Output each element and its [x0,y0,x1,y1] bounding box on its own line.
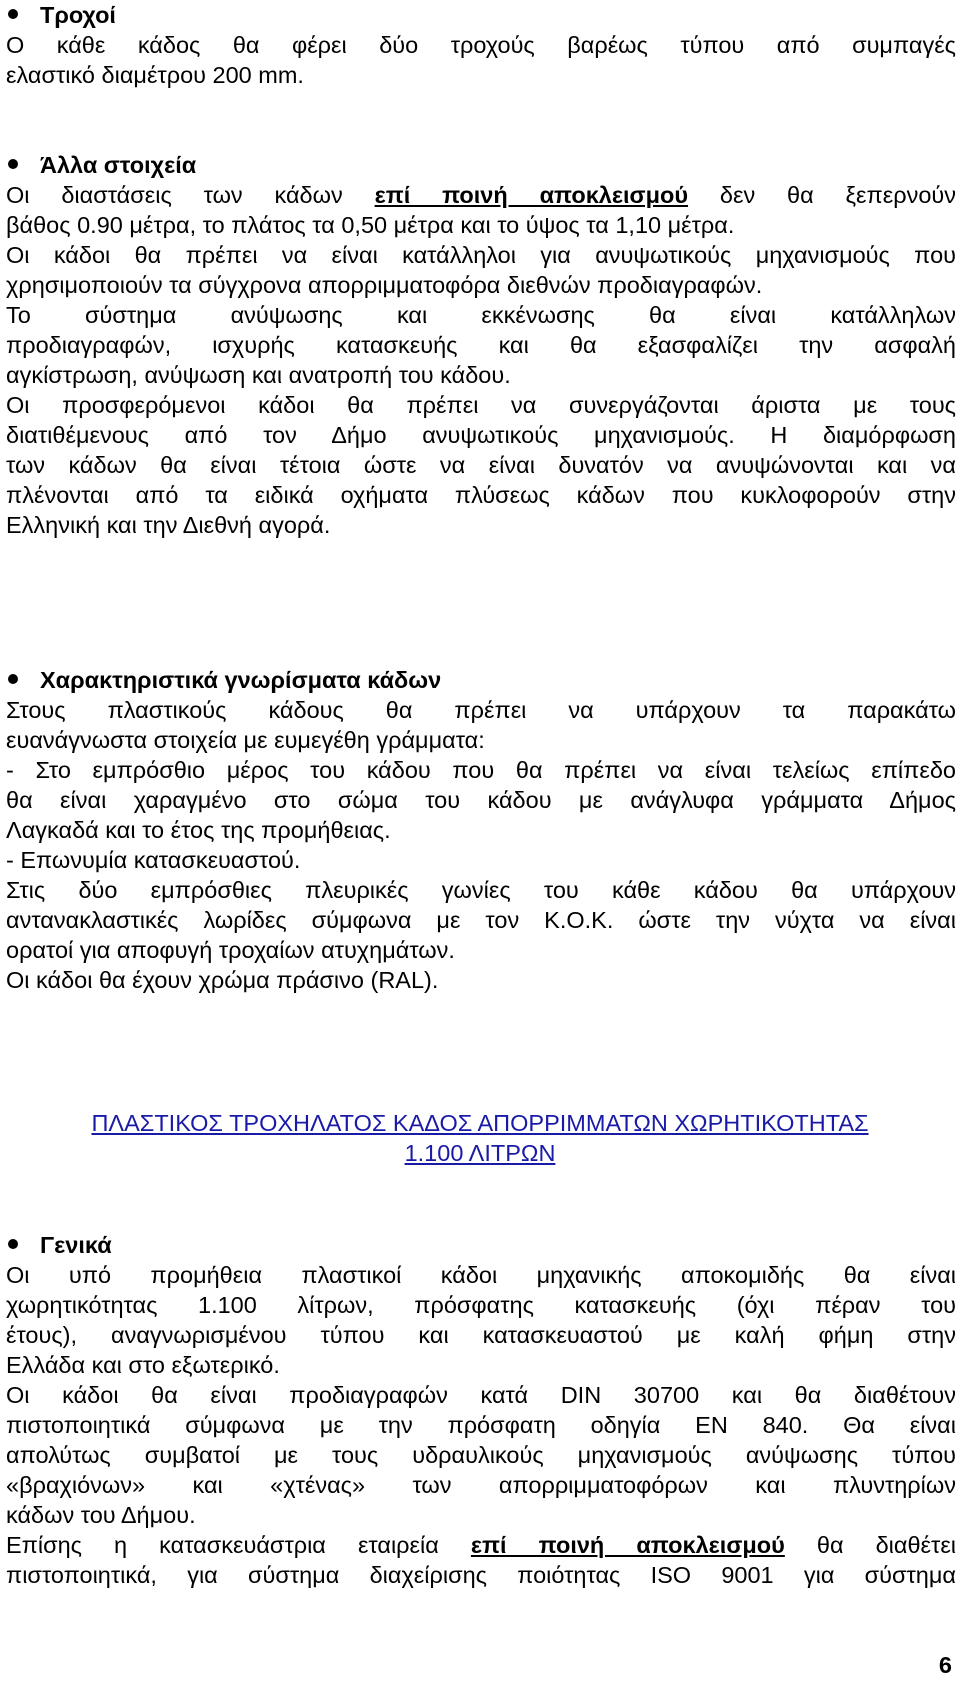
paragraph-line: Λαγκαδά και το έτος της προμήθειας. [6,817,391,843]
paragraph-line: χωρητικότητας 1.100 λίτρων, πρόσφατης κατασκευής (όχι πέραν του [6,1292,956,1318]
document-title: ΠΛΑΣΤΙΚΟΣ ΤΡΟΧΗΛΑΤΟΣ ΚΑΔΟΣ ΑΠΟΡΡΙΜΜΑΤΩΝ ΧΩΡΗΤΙΚΟΤΗΤΑΣ [91,1110,869,1136]
paragraph-line: Το σύστημα ανύψωσης και εκκένωσης θα είναι κατάλληλων [6,302,956,328]
bullet-icon [8,674,18,684]
paragraph-line: αντανακλαστικές λωρίδες σύμφωνα με τον Κ.Ο.Κ. ώστε την νύχτα να είναι [6,907,956,933]
page-number: 6 [938,1652,952,1678]
paragraph-line: έτους), αναγνωρισμένου τύπου και κατασκευαστού με καλή φήμη στην [6,1322,956,1348]
text-run: θα διαθέτει [816,1532,957,1558]
paragraph-line: αγκίστρωση, ανύψωση και ανατροπή του κάδου. [6,362,511,388]
paragraph-line: πιστοποιητικά, για σύστημα διαχείρισης ποιότητας ISO 9001 για σύστημα [6,1562,956,1588]
section-heading-features: Χαρακτηριστικά γνωρίσματα κάδων [40,667,442,693]
paragraph-line [6,180,956,210]
bullet-icon [8,159,18,169]
paragraph-line: των κάδων θα είναι τέτοια ώστε να είναι δυνατόν να ανυψώνονται και να [6,452,956,478]
emphasis-text: επί ποινή αποκλεισμού [374,182,689,208]
text-run: δεν θα ξεπερνούν [719,182,956,208]
bullet-icon [8,9,18,19]
paragraph-line: Οι προσφερόμενοι κάδοι θα πρέπει να συνεργάζονται άριστα με τους [6,392,956,418]
paragraph-line: Στις δύο εμπρόσθιες πλευρικές γωνίες του κάθε κάδου θα υπάρχουν [6,877,956,903]
paragraph-line [6,1530,956,1560]
document-title-capacity: 1.100 ΛΙΤΡΩΝ [404,1140,556,1166]
paragraph-line: Ο κάθε κάδος θα φέρει δύο τροχούς βαρέως τύπου από συμπαγές [6,32,956,58]
paragraph-line: πιστοποιητικά σύμφωνα με την πρόσφατη οδηγία ΕΝ 840. Θα είναι [6,1412,956,1438]
paragraph-line: - Στο εμπρόσθιο μέρος του κάδου που θα πρέπει να είναι τελείως επίπεδο [6,757,956,783]
paragraph-line: «βραχιόνων» και «χτένας» των απορριμματοφόρων και πλυντηρίων [6,1472,956,1498]
text-run: Επίσης η κατασκευάστρια εταιρεία [6,1532,439,1558]
paragraph-line: Ελλάδα και στο εξωτερικό. [6,1352,280,1378]
paragraph-line: κάδων του Δήμου. [6,1502,196,1528]
bullet-icon [8,1239,18,1249]
paragraph-line: απολύτως συμβατοί με τους υδραυλικούς μηχανισμούς ανύψωσης τύπου [6,1442,956,1468]
section-heading-general: Γενικά [40,1232,112,1258]
paragraph-line: διατιθέμενους από τον Δήμο ανυψωτικούς μηχανισμούς. Η διαμόρφωση [6,422,956,448]
paragraph-line: πλένονται από τα ειδικά οχήματα πλύσεως κάδων που κυκλοφορούν στην [6,482,956,508]
emphasis-text: επί ποινή αποκλεισμού [470,1532,785,1558]
paragraph-line: θα είναι χαραγμένο στο σώμα του κάδου με ανάγλυφα γράμματα Δήμος [6,787,956,813]
section-heading-other: Άλλα στοιχεία [40,152,197,178]
paragraph-line: - Επωνυμία κατασκευαστού. [6,847,301,873]
paragraph-line: ορατοί για αποφυγή τροχαίων ατυχημάτων. [6,937,455,963]
paragraph-line: ελαστικό διαμέτρου 200 mm. [6,62,304,88]
paragraph-line: Οι κάδοι θα είναι προδιαγραφών κατά DIN 30700 και θα διαθέτουν [6,1382,956,1408]
section-heading-wheels: Τροχοί [40,2,116,28]
text-run: Οι διαστάσεις των κάδων [6,182,343,208]
paragraph-line: χρησιμοποιούν τα σύγχρονα απορριμματοφόρα διεθνών προδιαγραφών. [6,272,763,298]
paragraph-line: προδιαγραφών, ισχυρής κατασκευής και θα εξασφαλίζει την ασφαλή [6,332,956,358]
paragraph-line: Οι κάδοι θα πρέπει να είναι κατάλληλοι για ανυψωτικούς μηχανισμούς που [6,242,956,268]
paragraph-line: Οι υπό προμήθεια πλαστικοί κάδοι μηχανικής αποκομιδής θα είναι [6,1262,956,1288]
paragraph-line: Οι κάδοι θα έχουν χρώμα πράσινο (RAL). [6,967,439,993]
paragraph-line: βάθος 0.90 μέτρα, το πλάτος τα 0,50 μέτρα και το ύψος τα 1,10 μέτρα. [6,212,735,238]
paragraph-line: ευανάγνωστα στοιχεία με ευμεγέθη γράμματα: [6,727,485,753]
paragraph-line: Στους πλαστικούς κάδους θα πρέπει να υπάρχουν τα παρακάτω [6,697,956,723]
paragraph-line: Ελληνική και την Διεθνή αγορά. [6,512,331,538]
